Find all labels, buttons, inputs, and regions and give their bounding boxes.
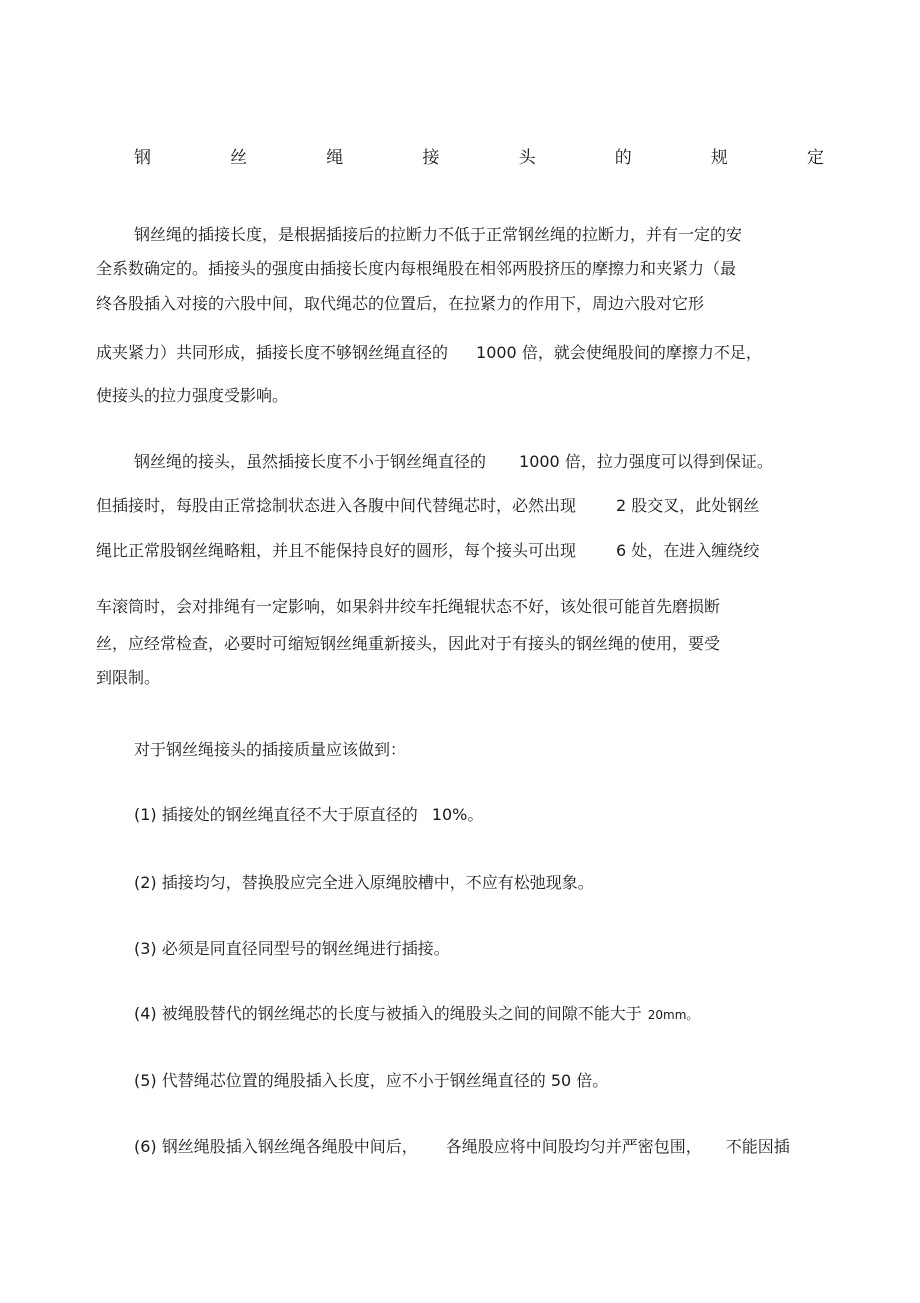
para2-text: 6 处，在进入缠绕绞 xyxy=(616,541,760,560)
title-char: 头 xyxy=(518,148,536,168)
list-item: (2) 插接均匀，替换股应完全进入原绳胶槽中，不应有松弛现象。 xyxy=(134,873,594,892)
list-item xyxy=(134,804,483,826)
para2-text: 钢丝绳的接头，虽然插接长度不小于钢丝绳直径的 xyxy=(134,452,487,471)
para2-line xyxy=(96,540,759,562)
list-item: (5) 代替绳芯位置的绳股插入长度，应不小于钢丝绳直径的 50 倍。 xyxy=(134,1071,609,1090)
list-item xyxy=(134,1136,790,1158)
title-char: 绳 xyxy=(326,148,344,168)
list-item-text: (4) 被绳股替代的钢丝绳芯的长度与被插入的绳股头之间的间隙不能大于 xyxy=(134,1004,642,1023)
para2-text: 绳比正常股钢丝绳略粗，并且不能保持良好的圆形，每个接头可出现 xyxy=(96,541,577,560)
title-char: 钢 xyxy=(134,148,151,168)
list-item-text: 10%。 xyxy=(431,805,484,824)
para1-line xyxy=(96,342,762,364)
title-char: 接 xyxy=(422,148,440,168)
para1-line: 使接头的拉力强度受影响。 xyxy=(96,386,289,405)
para2-line: 丝，应经常检查，必要时可缩短钢丝绳重新接头，因此对于有接头的钢丝绳的使用，要受 xyxy=(96,634,721,653)
title-char: 丝 xyxy=(230,148,248,168)
para2-line xyxy=(96,495,759,517)
list-item: (3) 必须是同直径同型号的钢丝绳进行插接。 xyxy=(134,939,450,958)
list-item-text: 20mm。 xyxy=(647,1008,699,1022)
list-item-text: 各绳股应将中间股均匀并严密包围， xyxy=(445,1137,702,1156)
title-char: 定 xyxy=(806,148,824,168)
para1-text: 1000 倍，就会使绳股间的摩擦力不足， xyxy=(476,343,762,362)
list-item-text: (6) 钢丝绳股插入钢丝绳各绳股中间后， xyxy=(134,1137,418,1156)
para2-text: 但插接时，每股由正常捻制状态进入各腹中间代替绳芯时，必然出现 xyxy=(96,496,577,515)
para1-line: 终各股插入对接的六股中间，取代绳芯的位置后，在拉紧力的作用下，周边六股对它形 xyxy=(96,294,705,313)
title-char: 的 xyxy=(614,148,632,168)
title-char: 规 xyxy=(710,148,728,168)
list-intro: 对于钢丝绳接头的插接质量应该做到： xyxy=(134,740,407,759)
para1-text: 成夹紧力）共同形成，插接长度不够钢丝绳直径的 xyxy=(96,343,449,362)
para2-text: 1000 倍，拉力强度可以得到保证。 xyxy=(519,452,773,471)
para1-line: 钢丝绳的插接长度，是根据插接后的拉断力不低于正常钢丝绳的拉断力，并有一定的安 xyxy=(134,225,743,244)
document-title xyxy=(134,143,824,169)
list-item xyxy=(134,1003,698,1026)
para2-line: 到限制。 xyxy=(96,668,161,687)
para1-line: 全系数确定的。插接头的强度由插接长度内每根绳股在相邻两股挤压的摩擦力和夹紧力（最 xyxy=(96,259,737,278)
para2-line: 车滚筒时，会对排绳有一定影响，如果斜井绞车托绳辊状态不好，该处很可能首先磨损断 xyxy=(96,597,721,616)
para2-line xyxy=(134,451,773,473)
list-item-text: 不能因插 xyxy=(725,1137,790,1156)
list-item-text: (1) 插接处的钢丝绳直径不大于原直径的 xyxy=(134,805,418,824)
para2-text: 2 股交叉，此处钢丝 xyxy=(616,496,760,515)
